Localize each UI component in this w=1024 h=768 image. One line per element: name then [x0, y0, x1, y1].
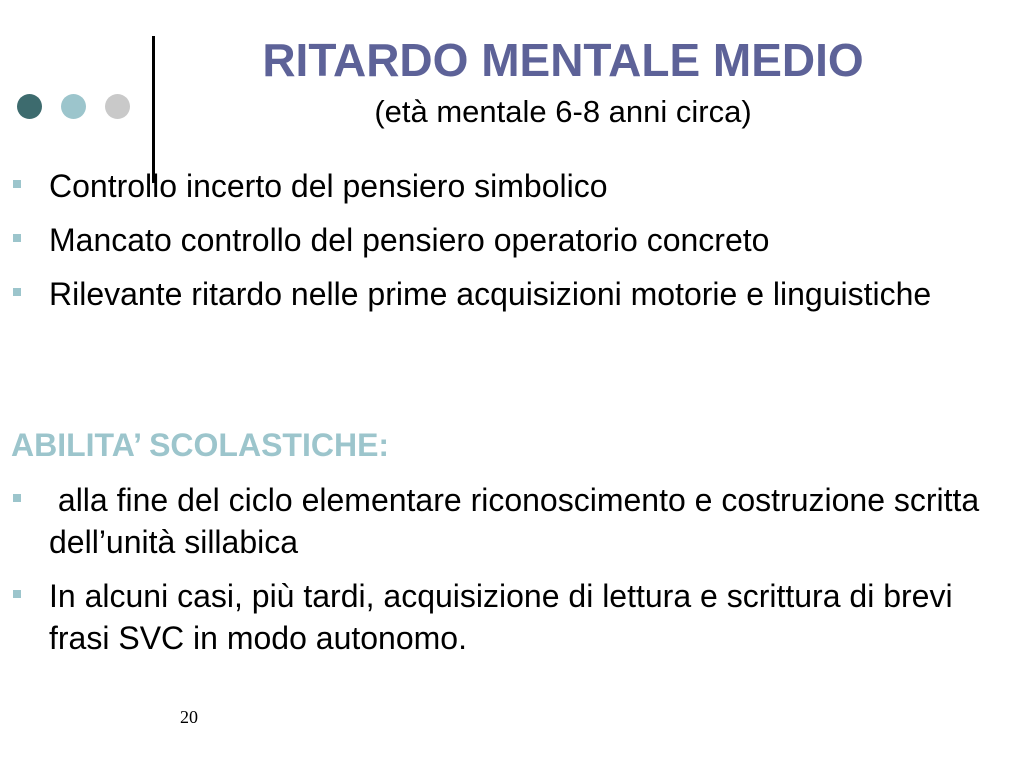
square-bullet-icon: [13, 494, 21, 502]
list-item: [0, 575, 1000, 659]
page-number: 20: [180, 707, 198, 727]
slide-subtitle: (età mentale 6-8 anni circa): [374, 94, 752, 129]
list-item-text: Controllo incerto del pensiero simbolico: [49, 168, 608, 204]
bullet-list-characteristics: [0, 165, 1000, 327]
square-bullet-icon: [13, 590, 21, 598]
dot-gray: [105, 94, 130, 119]
dot-dark: [17, 94, 42, 119]
square-bullet-icon: [13, 180, 21, 188]
list-item-text: In alcuni casi, più tardi, acquisizione di lettura e scrittura di brevi frasi SVC in modo autonomo.: [49, 578, 953, 656]
square-bullet-icon: [13, 288, 21, 296]
list-item-text: Rilevante ritardo nelle prime acquisizioni motorie e linguistiche: [49, 276, 932, 312]
list-item: [0, 219, 1000, 261]
list-item: [0, 479, 1000, 563]
list-item-text: alla fine del ciclo elementare riconoscimento e costruzione scritta dell’unità sillabica: [49, 482, 989, 560]
square-bullet-icon: [13, 234, 21, 242]
section-heading: ABILITA’ SCOLASTICHE:: [11, 427, 390, 463]
decorative-dots: [17, 94, 137, 122]
list-item: [0, 165, 1000, 207]
vertical-divider: [152, 36, 155, 183]
slide-title: RITARDO MENTALE MEDIO: [262, 34, 864, 86]
list-item: [0, 273, 1000, 315]
dot-teal: [61, 94, 86, 119]
bullet-list-school-skills: [0, 479, 1000, 671]
list-item-text: Mancato controllo del pensiero operatorio concreto: [49, 222, 770, 258]
